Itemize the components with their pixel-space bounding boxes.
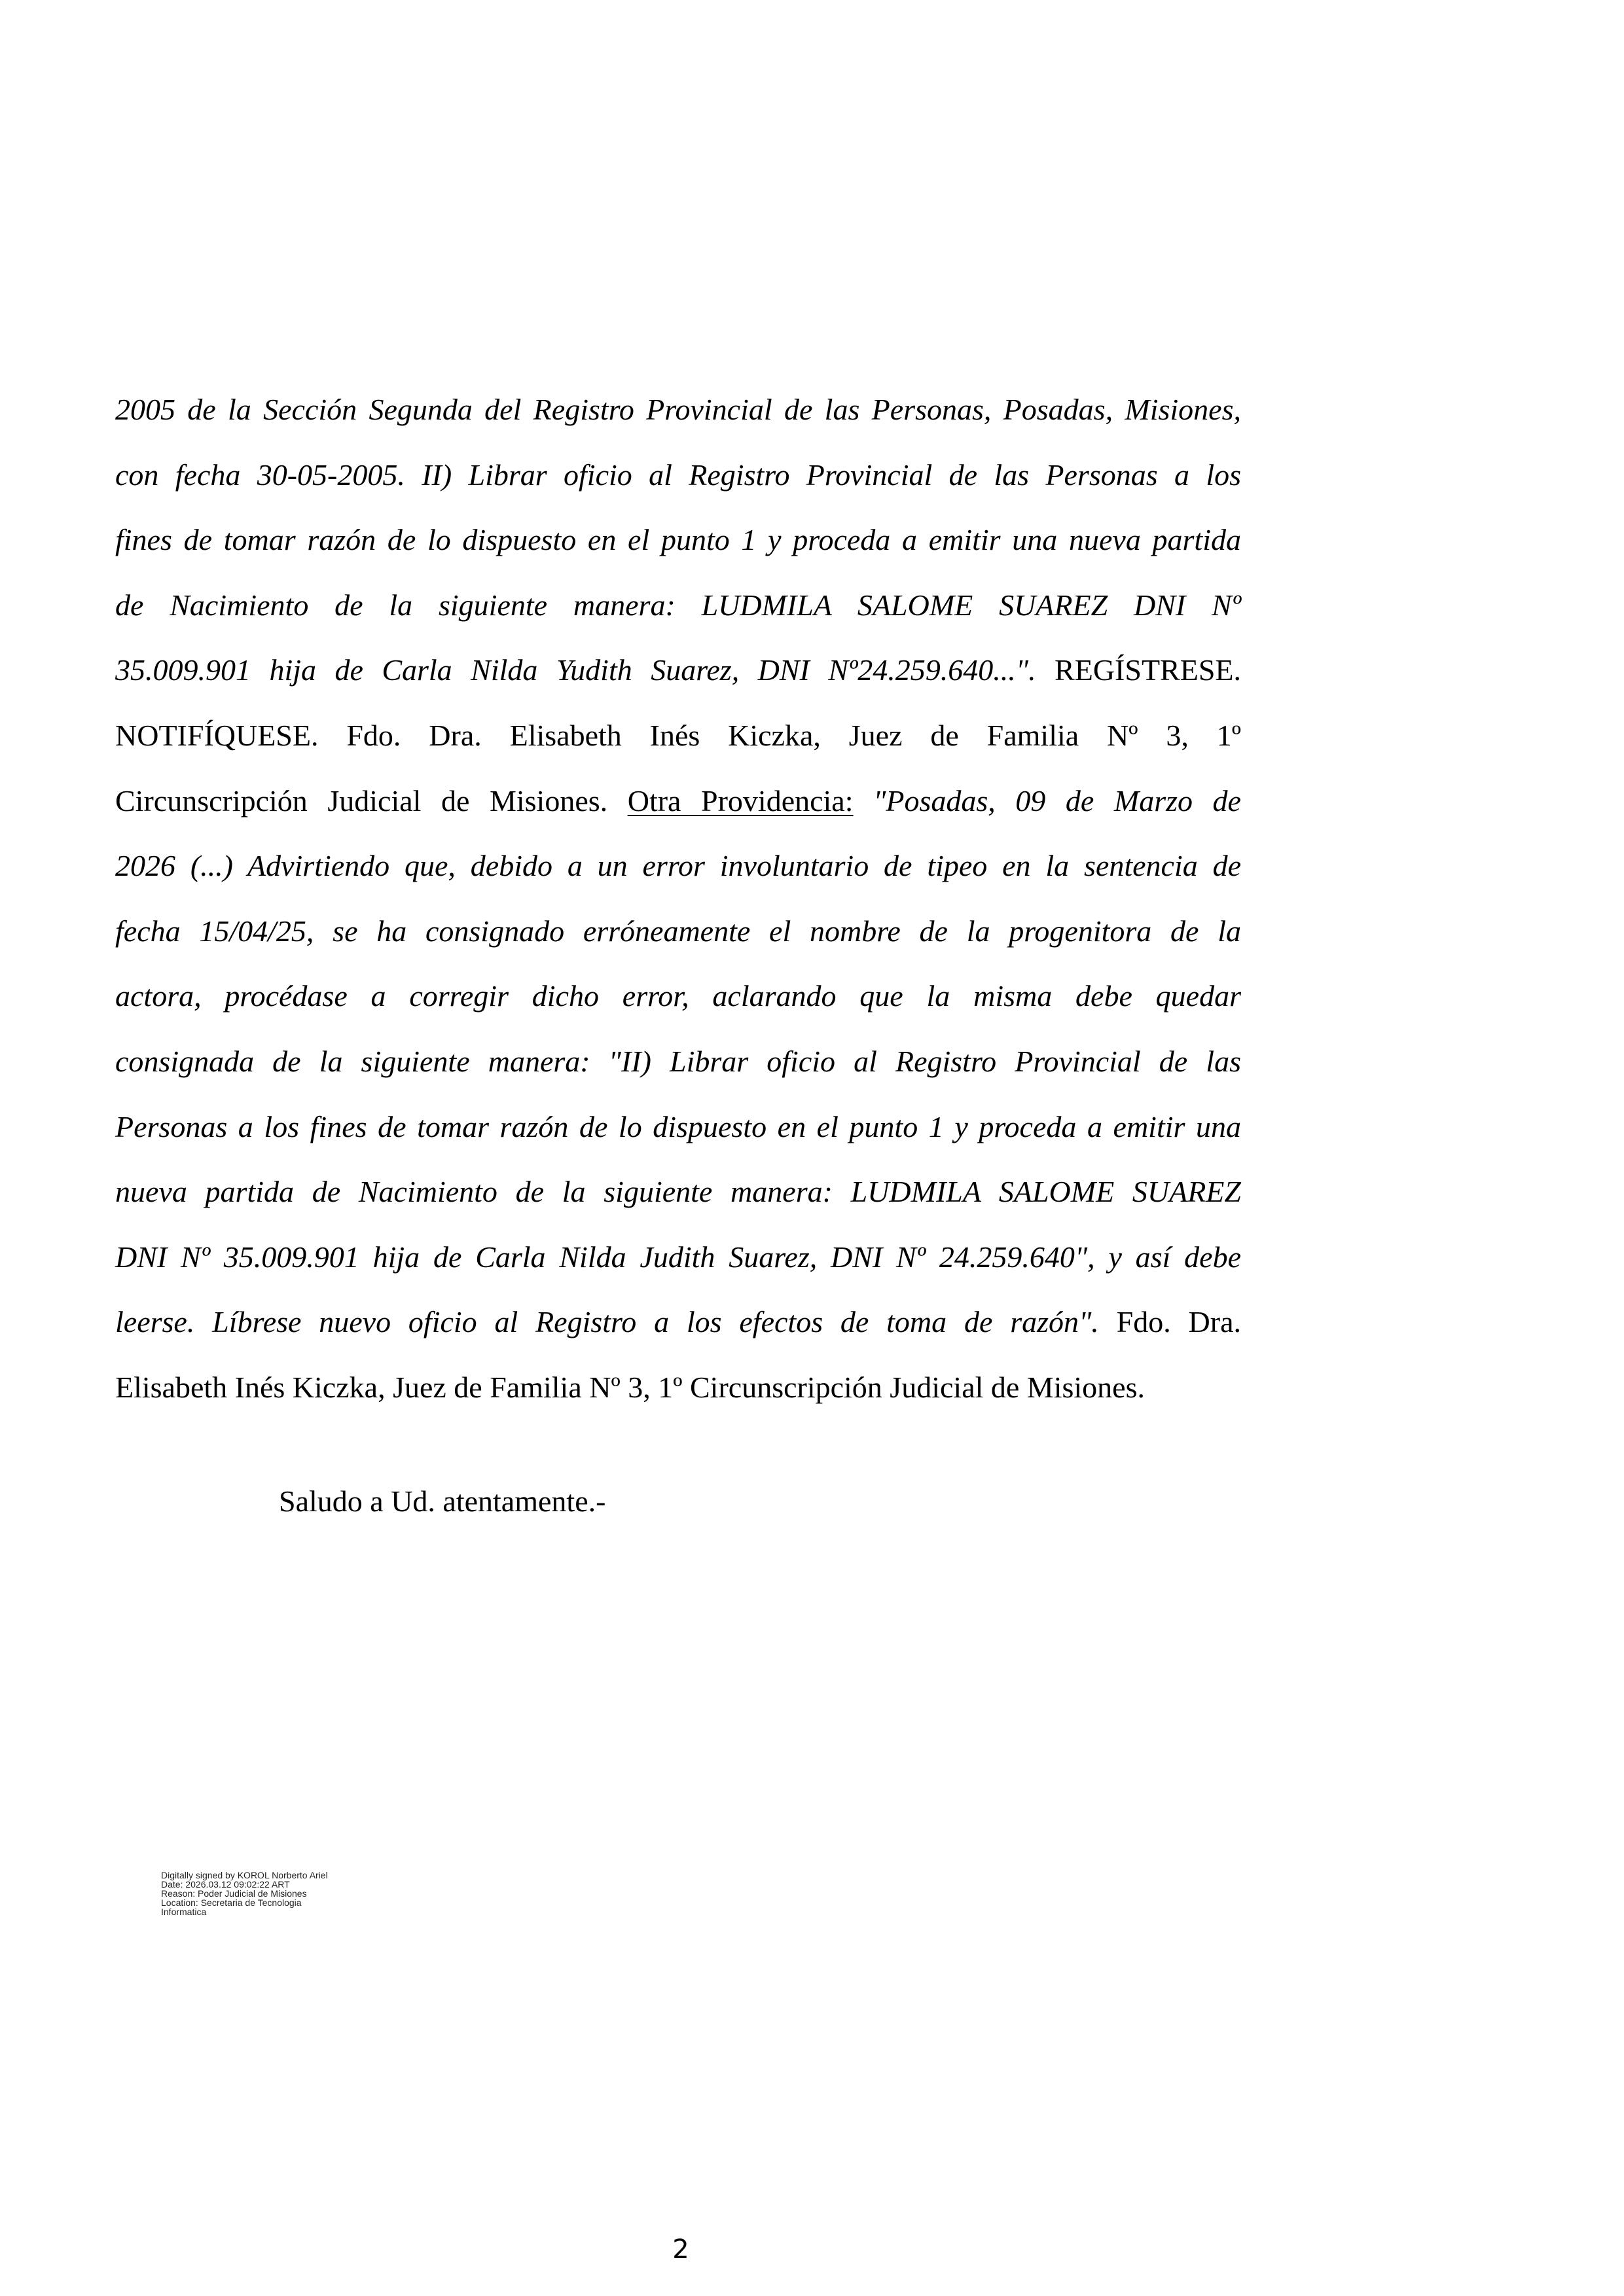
text-line <box>115 586 1241 625</box>
text-segment: de Nacimiento de la siguiente manera: LUDMILA SALOME SUAREZ DNI Nº <box>115 588 1241 622</box>
underlined-heading: Otra Providencia: <box>627 784 854 817</box>
text-line <box>115 716 1241 755</box>
text-segment: con fecha 30-05-2005. II) Librar oficio al Registro Provincial de las Personas a los <box>115 458 1241 492</box>
text-line <box>115 1238 1241 1277</box>
text-segment: "Posadas, 09 de Marzo de <box>853 784 1241 817</box>
text-line <box>115 1302 1241 1342</box>
text-line <box>115 912 1241 951</box>
text-segment: actora, procédase a corregir dicho error, aclarando que la misma debe quedar <box>115 979 1241 1013</box>
signature-line: Informatica <box>161 1907 207 1917</box>
text-segment: leerse. Líbrese nuevo oficio al Registro a los efectos de toma de razón". <box>115 1305 1099 1338</box>
text-line <box>115 390 1241 429</box>
text-segment: 35.009.901 hija de Carla Nilda Yudith Suarez, DNI Nº24.259.640...". <box>115 653 1036 687</box>
text-segment: Personas a los fines de tomar razón de lo dispuesto en el punto 1 y proceda a emitir una <box>115 1110 1241 1143</box>
text-segment: DNI Nº 35.009.901 hija de Carla Nilda Judith Suarez, DNI Nº 24.259.640", y así debe <box>115 1240 1241 1274</box>
text-line <box>115 1107 1241 1147</box>
text-segment: Circunscripción Judicial de Misiones. <box>115 784 628 817</box>
digital-signature-block <box>161 1871 436 1916</box>
text-line <box>115 456 1241 495</box>
signature-line: Digitally signed by KOROL Norberto Ariel <box>161 1870 328 1880</box>
text-segment: fines de tomar razón de lo dispuesto en el punto 1 y proceda a emitir una nueva partida <box>115 523 1241 556</box>
text-segment: fecha 15/04/25, se ha consignado erróneamente el nombre de la progenitora de la <box>115 914 1241 948</box>
text-segment: consignada de la siguiente manera: "II) Librar oficio al Registro Provincial de las <box>115 1045 1241 1078</box>
signature-line: Location: Secretaria de Tecnologia <box>161 1897 302 1908</box>
text-segment: REGÍSTRESE. <box>1036 653 1242 687</box>
text-line <box>115 651 1241 690</box>
text-segment: nueva partida de Nacimiento de la siguiente manera: LUDMILA SALOME SUAREZ <box>115 1175 1241 1208</box>
text-line <box>115 1172 1241 1211</box>
text-segment: NOTIFÍQUESE. Fdo. Dra. Elisabeth Inés Kiczka, Juez de Familia Nº 3, 1º <box>115 719 1241 752</box>
text-line <box>115 1368 1241 1407</box>
text-segment: Elisabeth Inés Kiczka, Juez de Familia Nº 3, 1º Circunscripción Judicial de Misiones. <box>115 1371 1145 1404</box>
signature-line: Reason: Poder Judicial de Misiones <box>161 1888 307 1899</box>
text-line <box>115 846 1241 886</box>
text-line <box>115 977 1241 1016</box>
page-number: 2 <box>672 2234 689 2265</box>
text-segment: Fdo. Dra. <box>1098 1305 1241 1338</box>
signature-line: Date: 2026.03.12 09:02:22 ART <box>161 1879 290 1890</box>
text-line <box>115 520 1241 560</box>
text-segment: 2005 de la Sección Segunda del Registro Provincial de las Personas, Posadas, Misiones, <box>115 393 1241 426</box>
closing-salutation: Saludo a Ud. atentamente.- <box>279 1484 606 1518</box>
text-line <box>115 781 1241 821</box>
text-segment: 2026 (...) Advirtiendo que, debido a un error involuntario de tipeo en la sentencia de <box>115 849 1241 882</box>
text-line <box>115 1042 1241 1081</box>
